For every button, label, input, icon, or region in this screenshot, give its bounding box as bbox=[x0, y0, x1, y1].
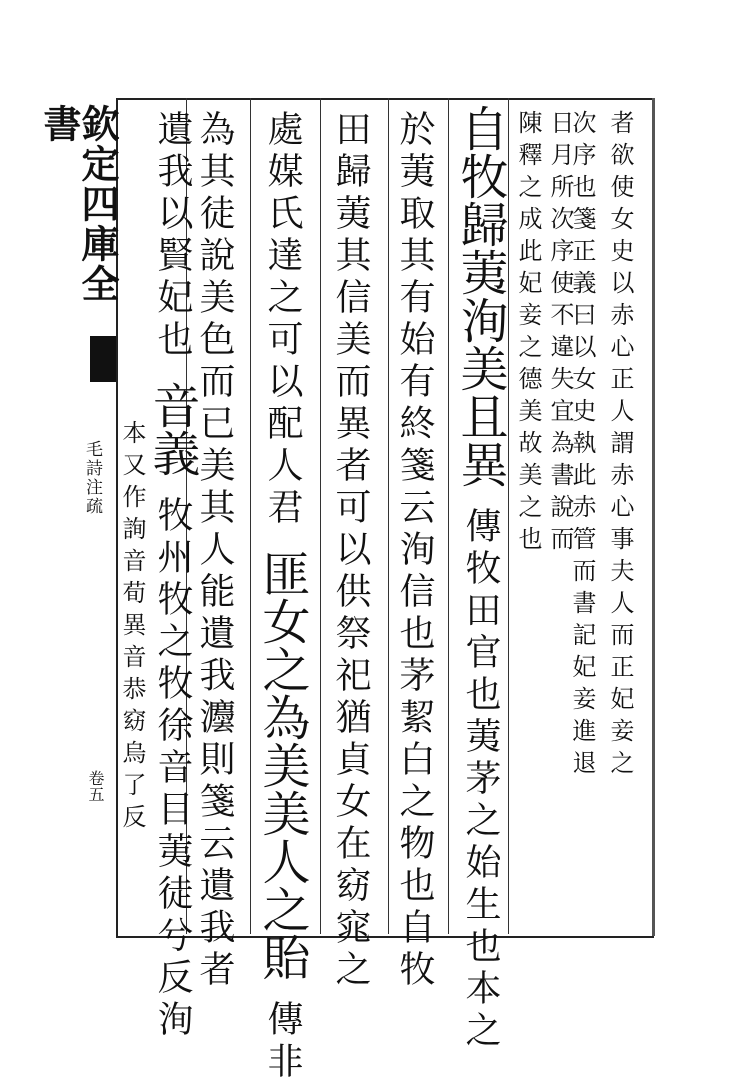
column-rule bbox=[448, 98, 449, 934]
page-right-edge bbox=[652, 98, 655, 936]
commentary-text: 於荑取其有始有終箋云洵信也茅絜白之物也自牧 bbox=[394, 110, 435, 992]
classic-text: 自牧歸荑洵美且異 bbox=[452, 104, 508, 488]
text-column-6 bbox=[394, 110, 435, 992]
text-column-10 bbox=[144, 110, 200, 1042]
note-text: 日月所次序使不違失宜為書說而 bbox=[546, 110, 574, 558]
text-column-9 bbox=[194, 110, 235, 992]
note-text: 者欲使女史以赤心正人謂赤心事夫人而正妃妾之 bbox=[606, 110, 634, 782]
commentary-text: 傳牧田官也荑茅之始生也本之 bbox=[460, 507, 501, 1053]
text-column-5 bbox=[452, 104, 508, 1053]
classic-text: 匪女之為美美人之貽 bbox=[254, 549, 310, 981]
note-text: 陳釋之成此妃妾之德美故美之也 bbox=[514, 110, 542, 558]
column-rule bbox=[320, 98, 321, 934]
column-rule bbox=[388, 98, 389, 934]
commentary-text: 遺我以賢妃也 bbox=[152, 110, 193, 362]
column-rule bbox=[508, 98, 509, 934]
text-column-8 bbox=[254, 110, 310, 1084]
pronunciation-text: 牧州牧之牧徐音目荑徒兮反洵 bbox=[152, 496, 193, 1042]
page-number: 卷五 bbox=[86, 770, 105, 802]
commentary-text: 為其徒說美色而已美其人能遺我灋則箋云遺我者 bbox=[194, 110, 235, 992]
text-column-3 bbox=[548, 110, 572, 558]
section-marker: 音義 bbox=[144, 381, 200, 477]
fish-tail-mark bbox=[90, 336, 116, 382]
note-text: 次序也箋正義曰以女史執此赤管而書記妃妾進退 bbox=[568, 110, 596, 782]
pronunciation-text: 本又作詢音荀異音恭窈烏了反 bbox=[118, 420, 146, 836]
text-column-4 bbox=[516, 110, 540, 558]
collection-title: 欽定四庫全書 bbox=[37, 104, 120, 304]
text-column-7 bbox=[330, 110, 371, 992]
commentary-text: 田歸荑其信美而異者可以供祭祀猶貞女在窈窕之 bbox=[330, 110, 371, 992]
book-title: 毛詩注疏 bbox=[82, 440, 102, 516]
commentary-text: 處媒氏達之可以配人君 bbox=[262, 110, 303, 530]
commentary-text: 傳非 bbox=[262, 1000, 303, 1084]
column-rule bbox=[250, 98, 251, 934]
text-column-1 bbox=[608, 110, 632, 782]
text-column-11 bbox=[120, 420, 144, 836]
